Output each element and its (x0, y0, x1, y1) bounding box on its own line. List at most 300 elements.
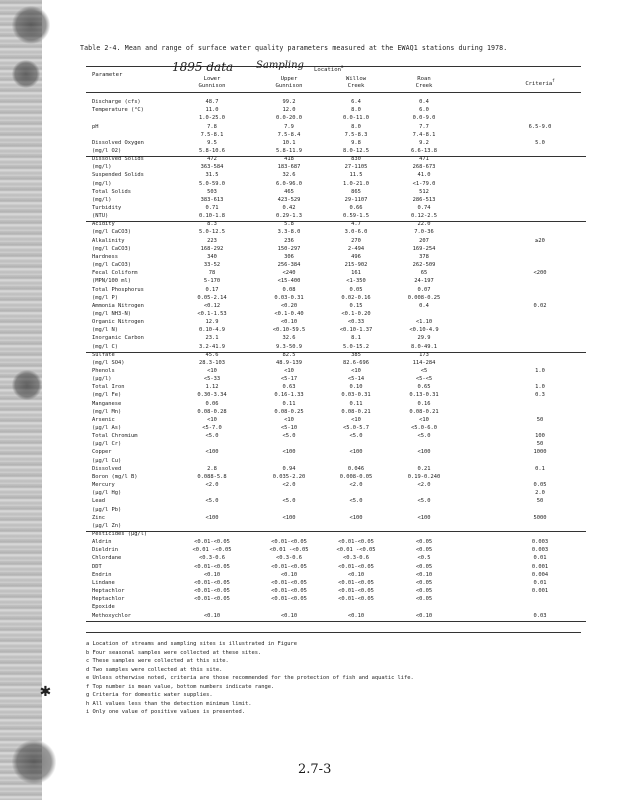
value-cell: <0.01-<0.05 (338, 596, 374, 603)
parameter-cell: Temperature (°C) (92, 107, 144, 114)
value-cell: 3.2-41.9 (199, 343, 225, 350)
value-cell: 512 (419, 188, 429, 195)
value-cell: 865 (351, 188, 361, 195)
parameter-cell: Epoxide (92, 604, 115, 611)
value-cell: <0.10 (280, 612, 298, 619)
parameter-cell: Turbidity (92, 204, 122, 211)
value-cell: <0.10 (280, 571, 298, 578)
value-cell: 2.8 (207, 465, 217, 472)
parameter-cell: (mg/l NH3-N) (92, 310, 131, 317)
value-cell: <15-400 (277, 278, 301, 285)
value-cell: <5.0 (205, 433, 219, 440)
value-cell: 2-494 (347, 245, 365, 252)
parameter-cell: Methoxychlor (92, 612, 131, 619)
value-cell: 9.8 (351, 139, 361, 146)
parameter-cell: (mg/l) (92, 180, 112, 187)
criteria-cell: 0.03 (533, 612, 547, 619)
parameter-cell: (mg/l N) (92, 327, 118, 334)
value-cell: 168-292 (200, 245, 224, 252)
value-cell: 114-284 (412, 359, 436, 366)
criteria-cell: 0.05 (533, 482, 547, 489)
value-cell: 7.9 (284, 123, 294, 130)
value-cell: <10 (351, 416, 361, 423)
criteria-cell: 0.003 (531, 539, 549, 546)
parameter-cell: Lead (92, 498, 105, 505)
value-cell: <5.0 (205, 498, 219, 505)
value-cell: 5.8 (284, 221, 294, 228)
value-cell: 0.30-3.34 (197, 392, 227, 399)
value-cell: 8.3 (207, 221, 217, 228)
footnote: e Unless otherwise noted, criteria are those recommended for the protection of fish and aquatic life. (86, 675, 414, 681)
parameter-cell: (µg/l Cu) (92, 457, 122, 464)
parameter-cell: Phenols (92, 367, 115, 374)
value-cell: 0.71 (205, 204, 219, 211)
value-cell: <0.01-<0.05 (194, 588, 230, 594)
handwritten-note: Sampling (256, 60, 304, 71)
value-cell: <0.10-4.9 (409, 327, 439, 334)
value-cell: 8.1 (351, 335, 361, 342)
value-cell: 3.3-8.0 (277, 229, 301, 236)
value-cell: 23.1 (205, 335, 219, 342)
value-cell: 150-297 (277, 245, 301, 252)
value-cell: 5.0-15.2 (343, 343, 369, 350)
value-cell: <5.0-6.0 (411, 425, 437, 431)
parameter-cell: Inorganic Carbon (92, 335, 144, 342)
value-cell: 0.08 (282, 286, 296, 293)
parameter-cell: Fecal Coliform (92, 270, 138, 277)
criteria-cell: 6.5-9.0 (528, 123, 552, 130)
value-cell: <2.0 (349, 482, 363, 489)
value-cell: <0.05 (415, 588, 433, 594)
value-cell: <0.01-<0.05 (271, 579, 307, 586)
criteria-cell: 100 (535, 433, 545, 440)
parameter-cell: Total Solids (92, 188, 131, 195)
value-cell: 0.12-2.5 (411, 213, 437, 220)
value-cell: 0.66 (349, 204, 363, 211)
value-cell: <0.01 -<0.05 (192, 547, 232, 554)
criteria-cell: 0.001 (531, 563, 549, 570)
value-cell: 378 (419, 253, 429, 260)
value-cell: 7.0-36 (414, 229, 434, 236)
value-cell: <0.1-1.53 (197, 310, 227, 317)
value-cell: 0.11 (349, 400, 363, 407)
parameter-cell: Aldrin (92, 539, 112, 546)
value-cell: 1.0-25.0 (199, 115, 225, 122)
footnote: g Criteria for domestic water supplies. (86, 692, 213, 698)
value-cell: 0.4 (419, 302, 429, 309)
parameter-cell: Organic Nitrogen (92, 319, 144, 326)
parameter-cell: (mg/l) (92, 196, 112, 203)
value-cell: <0.01-<0.05 (338, 588, 374, 594)
value-cell: 22.0 (417, 221, 431, 228)
parameter-cell: (µg/l Pb) (92, 506, 122, 513)
value-cell: <100 (417, 449, 431, 456)
value-cell: 24-197 (414, 278, 434, 285)
value-cell: <0.01-<0.05 (338, 579, 374, 586)
value-cell: 0.16-1.33 (274, 392, 304, 399)
value-cell: 32.6 (282, 335, 296, 342)
value-cell: 0.08-0.21 (409, 408, 439, 415)
value-cell: <5 (420, 367, 428, 374)
value-cell: 207 (419, 237, 429, 244)
parameter-cell: Alkalinity (92, 237, 125, 244)
value-cell: 5-170 (203, 278, 221, 285)
value-cell: <1-350 (346, 278, 366, 285)
criteria-cell: 0.01 (533, 579, 547, 586)
value-cell: 0.15 (349, 302, 363, 309)
value-cell: <5.0-5.7 (343, 425, 369, 431)
value-cell: <1-79.0 (412, 180, 436, 187)
value-cell: 0.10 (349, 384, 363, 391)
parameter-cell: Lindane (92, 579, 115, 586)
value-cell: 8.0 (351, 123, 361, 130)
scan-blot (12, 6, 50, 44)
value-cell: 28.3-103 (199, 359, 225, 366)
parameter-cell: Dieldrin (92, 547, 118, 554)
value-cell: 0.08-0.25 (274, 408, 304, 415)
value-cell: 0.008-0.25 (407, 294, 441, 301)
value-cell: <0.12 (203, 302, 221, 309)
value-cell: <5-10 (280, 425, 298, 431)
value-cell: 6.6-13.8 (411, 147, 437, 154)
value-cell: <5-17 (280, 376, 298, 383)
value-cell: 0.07 (417, 286, 431, 293)
value-cell: 0.008-0.05 (339, 473, 373, 480)
value-cell: <0.01 -<0.05 (336, 547, 376, 554)
parameter-cell: Heptachlor (92, 588, 125, 594)
criteria-cell: 2.0 (535, 490, 545, 497)
value-cell: 0.29-1.3 (276, 213, 302, 220)
header-col-willow-creek: Willow Creek (345, 76, 367, 89)
value-cell: 0.046 (347, 465, 365, 472)
value-cell: 465 (284, 188, 294, 195)
value-cell: 830 (351, 156, 361, 163)
parameter-cell: (MPN/100 ml) (92, 278, 131, 285)
value-cell: 423-529 (277, 196, 301, 203)
value-cell: 306 (284, 253, 294, 260)
value-cell: <0.01-<0.05 (271, 539, 307, 546)
value-cell: 0.0-20.0 (276, 115, 302, 122)
value-cell: <0.10 (415, 612, 433, 619)
parameter-cell: Copper (92, 449, 112, 456)
value-cell: <10 (207, 416, 217, 423)
value-cell: <0.10 (347, 571, 365, 578)
value-cell: 0.0-9.0 (412, 115, 436, 122)
value-cell: 6.0-96.0 (276, 180, 302, 187)
page-number: 2.7-3 (298, 762, 332, 777)
value-cell: <0.10-59.5 (272, 327, 306, 334)
criteria-cell: 5000 (533, 514, 547, 521)
value-cell: 0.4 (419, 99, 429, 105)
value-cell: 78 (208, 270, 216, 277)
parameter-cell: (µg/l Hg) (92, 490, 122, 497)
value-cell: <0.3-0.6 (199, 555, 225, 562)
value-cell: <2.0 (282, 482, 296, 489)
value-cell: 0.11 (282, 400, 296, 407)
value-cell: 5.8-11.9 (276, 147, 302, 154)
value-cell: 0.088-5.8 (197, 473, 227, 480)
value-cell: 29.9 (417, 335, 431, 342)
criteria-cell: 0.02 (533, 302, 547, 309)
parameter-cell: Chlordane (92, 555, 122, 562)
value-cell: 0.74 (417, 204, 431, 211)
footnote: d Two samples were collected at this site. (86, 666, 223, 673)
value-cell: 268-673 (412, 164, 436, 171)
value-cell: 0.10-4.9 (199, 327, 225, 334)
parameter-cell: Total Iron (92, 384, 125, 391)
value-cell: <100 (205, 449, 219, 456)
value-cell: 0.03-0.31 (341, 392, 371, 399)
value-cell: <5-<5 (415, 376, 433, 383)
value-cell: <100 (417, 514, 431, 521)
value-cell: 270 (351, 237, 361, 244)
value-cell: 65 (420, 270, 428, 277)
scan-blot (12, 740, 56, 784)
value-cell: <100 (349, 449, 363, 456)
value-cell: <2.0 (417, 482, 431, 489)
value-cell: 48.9-139 (276, 359, 302, 366)
criteria-cell: 0.004 (531, 571, 549, 578)
parameter-cell: (mg/l CaCO3) (92, 245, 131, 252)
parameter-cell: (mg/l) (92, 164, 112, 171)
criteria-cell: 0.003 (531, 547, 549, 554)
value-cell: <0.05 (415, 539, 433, 546)
value-cell: 7.7 (419, 123, 429, 130)
value-cell: <10 (207, 367, 217, 374)
value-cell: 9.5 (207, 139, 217, 146)
value-cell: 41.0 (417, 172, 431, 179)
table-row (86, 612, 586, 622)
value-cell: 29-1107 (344, 196, 368, 203)
parameter-cell: (mg/l Fe) (92, 392, 122, 399)
value-cell: 0.06 (205, 400, 219, 407)
criteria-cell: 0.1 (535, 465, 545, 472)
value-cell: <100 (205, 514, 219, 521)
footnote: a Location of streams and sampling sites is illustrated in Figure (86, 641, 297, 647)
value-cell: <0.10 (280, 319, 298, 326)
value-cell: 0.08-0.28 (197, 408, 227, 415)
value-cell: <0.05 (415, 579, 433, 586)
value-cell: 0.03-0.31 (274, 294, 304, 301)
value-cell: 385 (351, 351, 361, 358)
value-cell: 9.3-50.9 (276, 343, 302, 350)
value-cell: <10 (284, 367, 294, 374)
value-cell: <100 (282, 514, 296, 521)
parameter-cell: Dissolved (92, 465, 122, 472)
parameter-cell: (µg/l Cr) (92, 441, 122, 448)
parameter-cell: Acidity (92, 221, 115, 228)
value-cell: <0.20 (280, 302, 298, 309)
parameter-cell: Dissolved Oxygen (92, 139, 144, 146)
criteria-cell: 1.0 (535, 384, 545, 391)
value-cell: 82.5 (282, 351, 296, 358)
parameter-cell: Pesticides (µg/l) (92, 531, 148, 537)
parameter-cell: Zinc (92, 514, 105, 521)
value-cell: <0.3-0.6 (343, 555, 369, 562)
value-cell: 236 (284, 237, 294, 244)
value-cell: 363-584 (200, 164, 224, 171)
scan-blot (12, 370, 42, 400)
value-cell: 31.5 (205, 172, 219, 179)
value-cell: <0.01 -<0.05 (269, 547, 309, 554)
criteria-cell: 1.0 (535, 367, 545, 374)
value-cell: 223 (207, 237, 217, 244)
value-cell: 286-513 (412, 196, 436, 203)
value-cell: <0.01-<0.05 (194, 579, 230, 586)
criteria-cell: <200 (533, 270, 547, 277)
value-cell: <0.01-<0.05 (338, 563, 374, 570)
value-cell: 173 (419, 351, 429, 358)
value-cell: 0.94 (282, 465, 296, 472)
value-cell: <0.01-<0.05 (194, 563, 230, 570)
parameter-cell: Endrin (92, 571, 112, 578)
value-cell: 0.19-0.240 (407, 473, 441, 480)
value-cell: 0.05 (349, 286, 363, 293)
parameter-cell: pH (92, 123, 99, 130)
footnote: h All values less than the detection minimum limit. (86, 700, 252, 707)
value-cell: <0.3-0.6 (276, 555, 302, 562)
value-cell: 12.0 (282, 107, 296, 114)
value-cell: 0.16 (417, 400, 431, 407)
parameter-cell: Arsenic (92, 416, 115, 423)
value-cell: 5.0-59.0 (199, 180, 225, 187)
parameter-cell: Heptachlor (92, 596, 125, 603)
value-cell: <0.1-0.40 (274, 310, 304, 317)
value-cell: 183-687 (277, 164, 301, 171)
parameter-cell: (mg/l SO4) (92, 359, 125, 366)
value-cell: <5-7.0 (202, 425, 222, 431)
parameter-cell: (mg/l CaCO3) (92, 229, 131, 236)
value-cell: <0.10 (415, 571, 433, 578)
value-cell: 48.7 (205, 99, 219, 105)
value-cell: <5.0 (282, 498, 296, 505)
value-cell: 0.59-1.5 (343, 213, 369, 220)
value-cell: <5.0 (417, 498, 431, 505)
value-cell: 5.8-10.6 (199, 147, 225, 154)
value-cell: 383-613 (200, 196, 224, 203)
value-cell: 7.5-8.4 (277, 131, 301, 138)
value-cell: <5-14 (347, 376, 365, 383)
value-cell: <5.0 (282, 433, 296, 440)
value-cell: 418 (284, 156, 294, 163)
parameter-cell: Total Phosphorus (92, 286, 144, 293)
value-cell: 12.9 (205, 319, 219, 326)
value-cell: <0.10 (203, 571, 221, 578)
value-cell: <0.01-<0.05 (194, 539, 230, 546)
value-cell: <10 (351, 367, 361, 374)
header-col-criteria: Criteria$^f$ (525, 78, 555, 87)
value-cell: 472 (207, 156, 217, 163)
value-cell: 27-1105 (344, 164, 368, 171)
value-cell: <1.10 (415, 319, 433, 326)
criteria-cell: 1000 (533, 449, 547, 456)
value-cell: 256-384 (277, 262, 301, 268)
parameter-cell: Hardness (92, 253, 118, 260)
value-cell: <100 (349, 514, 363, 521)
parameter-cell: Mercury (92, 482, 115, 489)
value-cell: 0.21 (417, 465, 431, 472)
header-location: Location$^a$ (314, 64, 344, 73)
value-cell: 8.0-12.5 (343, 147, 369, 154)
footnote: c These samples were collected at this site. (86, 658, 229, 664)
value-cell: 6.0 (419, 107, 429, 114)
parameter-cell: Manganese (92, 400, 122, 407)
value-cell: 0.08-0.21 (341, 408, 371, 415)
value-cell: <0.05 (415, 596, 433, 603)
value-cell: <0.5 (417, 555, 431, 562)
value-cell: <5.0 (349, 433, 363, 440)
value-cell: <0.01-<0.05 (338, 539, 374, 546)
value-cell: 4.7 (351, 221, 361, 228)
value-cell: 7.8 (207, 123, 217, 130)
value-cell: 6.4 (351, 99, 361, 105)
value-cell: 82.6-696 (343, 359, 369, 366)
value-cell: <0.10 (203, 612, 221, 619)
value-cell: 0.035-2.20 (272, 473, 306, 480)
value-cell: <0.01-<0.05 (194, 596, 230, 603)
value-cell: <10 (284, 416, 294, 423)
header-parameter: Parameter (92, 72, 123, 78)
value-cell: 0.17 (205, 286, 219, 293)
value-cell: <2.0 (205, 482, 219, 489)
value-cell: 0.13-0.31 (409, 392, 439, 399)
value-cell: 471 (419, 156, 429, 163)
parameter-cell: Ammonia Nitrogen (92, 302, 144, 309)
value-cell: 11.5 (349, 172, 363, 179)
criteria-cell: 0.01 (533, 555, 547, 562)
criteria-cell: 0.001 (531, 588, 549, 594)
value-cell: 99.2 (282, 99, 296, 105)
scan-blot (12, 60, 40, 88)
value-cell: <0.01-<0.05 (271, 588, 307, 594)
value-cell: 8.0-49.1 (411, 343, 437, 350)
criteria-cell: ≥20 (535, 237, 545, 244)
value-cell: 0.10-1.8 (199, 213, 225, 220)
value-cell: 215-902 (344, 262, 368, 268)
parameter-cell: (mg/l O2) (92, 147, 122, 154)
value-cell: 5.0-12.5 (199, 229, 225, 236)
header-col-lower-gunnison: Lower Gunnison (198, 76, 226, 89)
header-bottom-rule (86, 92, 581, 93)
value-cell: 1.0-21.0 (343, 180, 369, 187)
value-cell: 11.0 (205, 107, 219, 114)
value-cell: <0.05 (415, 563, 433, 570)
parameter-cell: (mg/l P) (92, 294, 118, 301)
criteria-cell: 0.3 (535, 392, 545, 399)
value-cell: 161 (351, 270, 361, 277)
value-cell: <0.10 (347, 612, 365, 619)
parameter-cell: Dissolved Solids (92, 156, 144, 163)
parameter-cell: (mg/l C) (92, 343, 118, 350)
parameter-cell: (µg/l) (92, 376, 112, 383)
value-cell: <0.01-<0.05 (271, 563, 307, 570)
parameter-cell: Discharge (cfs) (92, 99, 141, 105)
value-cell: 0.42 (282, 204, 296, 211)
value-cell: 262-509 (412, 262, 436, 268)
header-col-roan-creek: Roan Creek (415, 76, 433, 89)
table-bottom-rule (86, 632, 581, 633)
footnote: i Only one value of positive values is presented. (86, 709, 246, 715)
value-cell: 7.5-8.1 (200, 131, 224, 138)
value-cell: <5-33 (203, 376, 221, 383)
criteria-cell: 50 (536, 416, 544, 423)
value-cell: 3.0-6.0 (344, 229, 368, 236)
value-cell: 1.12 (205, 384, 219, 391)
parameter-cell: Sulfate (92, 351, 115, 358)
parameter-cell: Suspended Solids (92, 172, 144, 179)
header-col-upper-gunnison: Upper Gunnison (275, 76, 303, 89)
value-cell: 0.0-11.0 (343, 115, 369, 122)
